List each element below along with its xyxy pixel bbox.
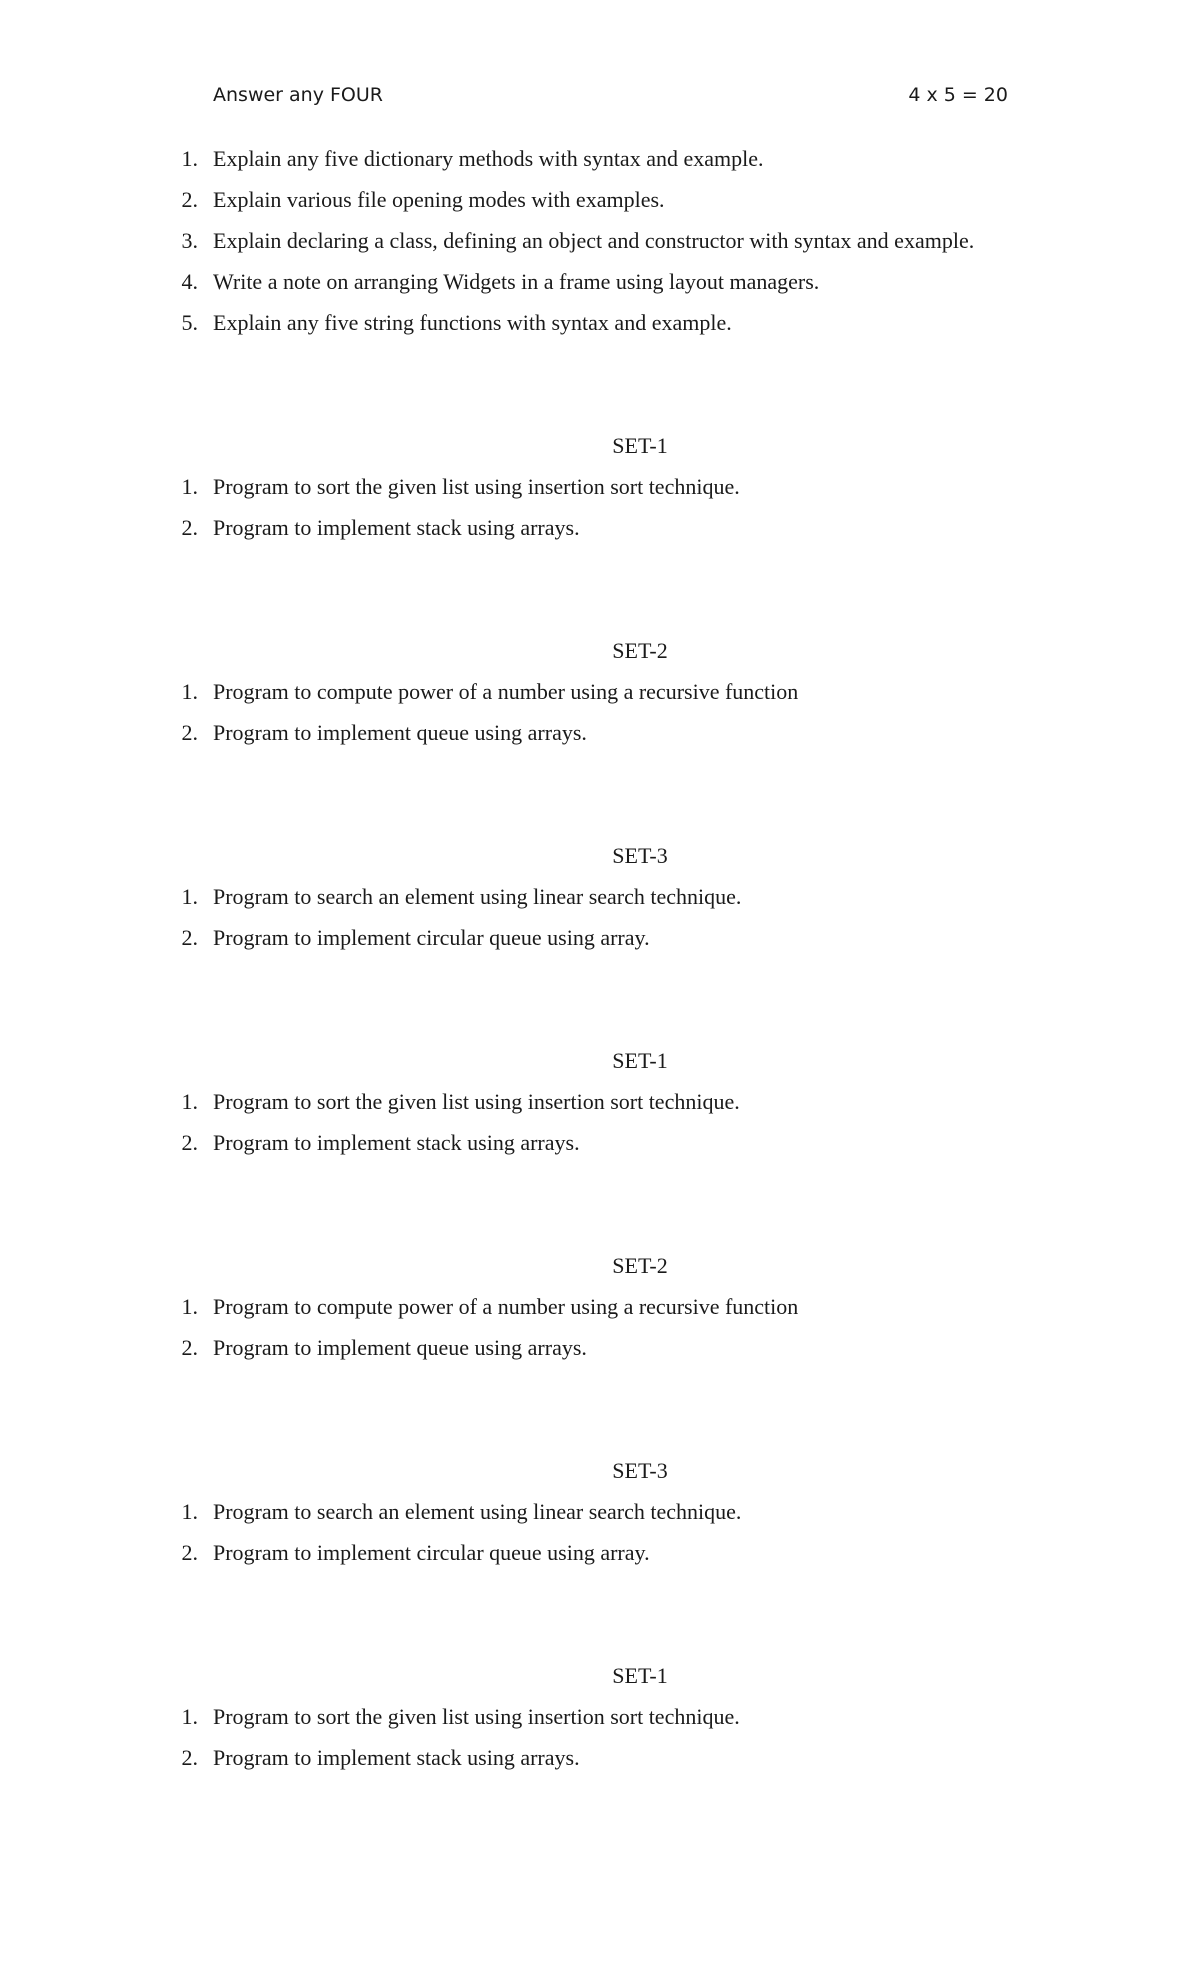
question-text: Write a note on arranging Widgets in a frame using layout managers.	[213, 269, 820, 294]
set-item	[0, 1540, 1100, 1572]
set-heading: SET-3	[612, 1458, 668, 1483]
set-item-text: Program to compute power of a number using a recursive function	[213, 1294, 799, 1319]
question-item	[0, 146, 1100, 178]
set-item	[0, 515, 1100, 547]
question-number: 1.	[181, 146, 198, 171]
section-header	[213, 84, 1008, 114]
set-item	[0, 1130, 1100, 1162]
question-text: Explain any five string functions with syntax and example.	[213, 310, 732, 335]
set-item-text: Program to implement queue using arrays.	[213, 1335, 587, 1360]
set-item-text: Program to search an element using linear search technique.	[213, 884, 742, 909]
question-number: 5.	[181, 310, 198, 335]
set-item-text: Program to implement stack using arrays.	[213, 515, 580, 540]
set-item-number: 1.	[181, 1704, 198, 1729]
question-item	[0, 187, 1100, 219]
question-text: Explain various file opening modes with examples.	[213, 187, 665, 212]
set-item-text: Program to implement stack using arrays.	[213, 1130, 580, 1155]
question-item	[0, 228, 1100, 260]
set-item-number: 2.	[181, 1745, 198, 1770]
set-heading: SET-1	[612, 1048, 668, 1073]
set-item-number: 1.	[181, 1294, 198, 1319]
set-item-text: Program to implement circular queue using array.	[213, 925, 650, 950]
set-item-text: Program to sort the given list using insertion sort technique.	[213, 1704, 740, 1729]
set-item-number: 2.	[181, 1130, 198, 1155]
set-item	[0, 720, 1100, 752]
set-item	[0, 1499, 1100, 1531]
marks-text: 4 x 5 = 20	[908, 84, 1008, 106]
question-text: Explain declaring a class, defining an object and constructor with syntax and example.	[213, 228, 975, 253]
set-item-number: 1.	[181, 1089, 198, 1114]
set-item-number: 1.	[181, 1499, 198, 1524]
set-item-text: Program to implement circular queue using array.	[213, 1540, 650, 1565]
question-number: 4.	[181, 269, 198, 294]
set-item	[0, 1335, 1100, 1367]
set-item	[0, 1745, 1100, 1777]
set-item-number: 2.	[181, 515, 198, 540]
set-item	[0, 1704, 1100, 1736]
question-text: Explain any five dictionary methods with syntax and example.	[213, 146, 764, 171]
set-heading: SET-1	[612, 433, 668, 458]
question-number: 2.	[181, 187, 198, 212]
set-item-number: 1.	[181, 884, 198, 909]
set-heading: SET-2	[612, 638, 668, 663]
question-item	[0, 310, 1100, 342]
set-item-text: Program to search an element using linear search technique.	[213, 1499, 742, 1524]
set-item-text: Program to sort the given list using insertion sort technique.	[213, 474, 740, 499]
question-number: 3.	[181, 228, 198, 253]
set-item-number: 2.	[181, 720, 198, 745]
set-item	[0, 925, 1100, 957]
set-item	[0, 1294, 1100, 1326]
set-heading: SET-2	[612, 1253, 668, 1278]
set-heading: SET-3	[612, 843, 668, 868]
set-item-text: Program to sort the given list using insertion sort technique.	[213, 1089, 740, 1114]
set-item-text: Program to compute power of a number using a recursive function	[213, 679, 799, 704]
set-item	[0, 474, 1100, 506]
set-item-number: 2.	[181, 1540, 198, 1565]
set-item	[0, 679, 1100, 711]
set-item-number: 1.	[181, 474, 198, 499]
set-item	[0, 884, 1100, 916]
instruction-text: Answer any FOUR	[213, 84, 383, 106]
set-item-text: Program to implement queue using arrays.	[213, 720, 587, 745]
set-item-number: 1.	[181, 679, 198, 704]
set-item-number: 2.	[181, 1335, 198, 1360]
question-item	[0, 269, 1100, 301]
set-item-number: 2.	[181, 925, 198, 950]
set-item-text: Program to implement stack using arrays.	[213, 1745, 580, 1770]
set-heading: SET-1	[612, 1663, 668, 1688]
set-item	[0, 1089, 1100, 1121]
